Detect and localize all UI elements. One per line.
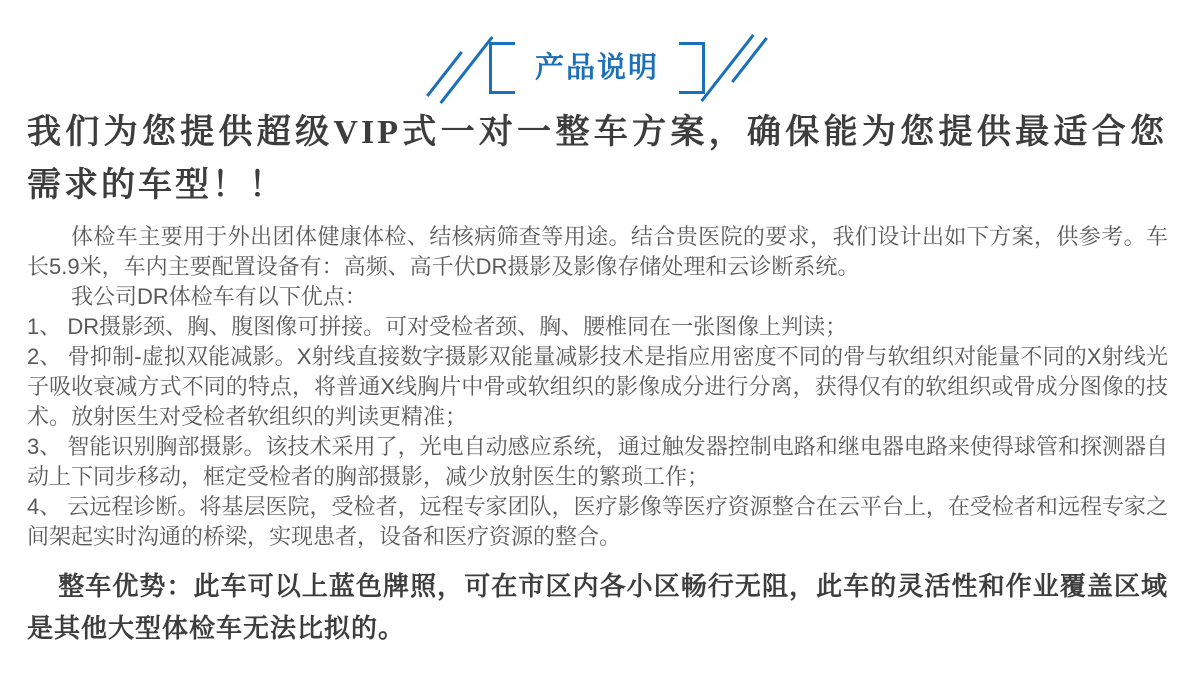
paragraph: 3、 智能识别胸部摄影。该技术采用了，光电自动感应系统，通过触发器控制电路和继电器电路来使得球管和探测器自动上下同步移动，框定受检者的胸部摄影，减少放射医生的繁琐工作； bbox=[27, 434, 1168, 489]
slash-line-icon bbox=[731, 37, 768, 83]
slash-line-icon bbox=[426, 51, 463, 97]
paragraph: 1、 DR摄影颈、胸、腹图像可拼接。可对受检者颈、胸、腰椎同在一张图像上判读； bbox=[27, 314, 848, 339]
paragraph: 体检车主要用于外出团体健康体检、结核病筛查等用途。结合贵医院的要求，我们设计出如下方案，供参考。车长5.9米，车内主要配置设备有：高频、高千伏DR摄影及影像存储处理和云诊断系统。 bbox=[27, 224, 1168, 279]
section-header bbox=[0, 0, 1194, 100]
paragraph: 2、 骨抑制-虚拟双能减影。X射线直接数字摄影双能量减影技术是指应用密度不同的骨与软组织对能量不同的X射线光子吸收衰减方式不同的特点，将普通X线胸片中骨或软组织的影像成分进行分离，获得仅有的软组织或骨成分图像的技术。放射医生对受检者软组织的判读更精准； bbox=[27, 344, 1168, 429]
slash-line-icon bbox=[700, 34, 754, 102]
left-bracket-decoration bbox=[427, 38, 519, 98]
right-bracket-decoration bbox=[675, 38, 767, 98]
left-bracket-icon bbox=[489, 42, 515, 94]
vehicle-advantage-summary: 整车优势：此车可以上蓝色牌照，可在市区内各小区畅行无阻，此车的灵活性和作业覆盖区域是其他大型体检车无法比拟的。 bbox=[27, 572, 1168, 643]
section-title: 产品说明 bbox=[534, 51, 659, 84]
body-paragraphs bbox=[27, 222, 1168, 552]
page-headline: 我们为您提供超级VIP式一对一整车方案，确保能为您提供最适合您需求的车型！！ bbox=[27, 114, 1167, 204]
paragraph: 我公司DR体检车有以下优点： bbox=[71, 284, 367, 309]
paragraph: 4、 云远程诊断。将基层医院，受检者，远程专家团队，医疗影像等医疗资源整合在云平台上，在受检者和远程专家之间架起实时沟通的桥梁，实现患者，设备和医疗资源的整合。 bbox=[27, 494, 1168, 549]
right-bracket-icon bbox=[679, 42, 705, 94]
